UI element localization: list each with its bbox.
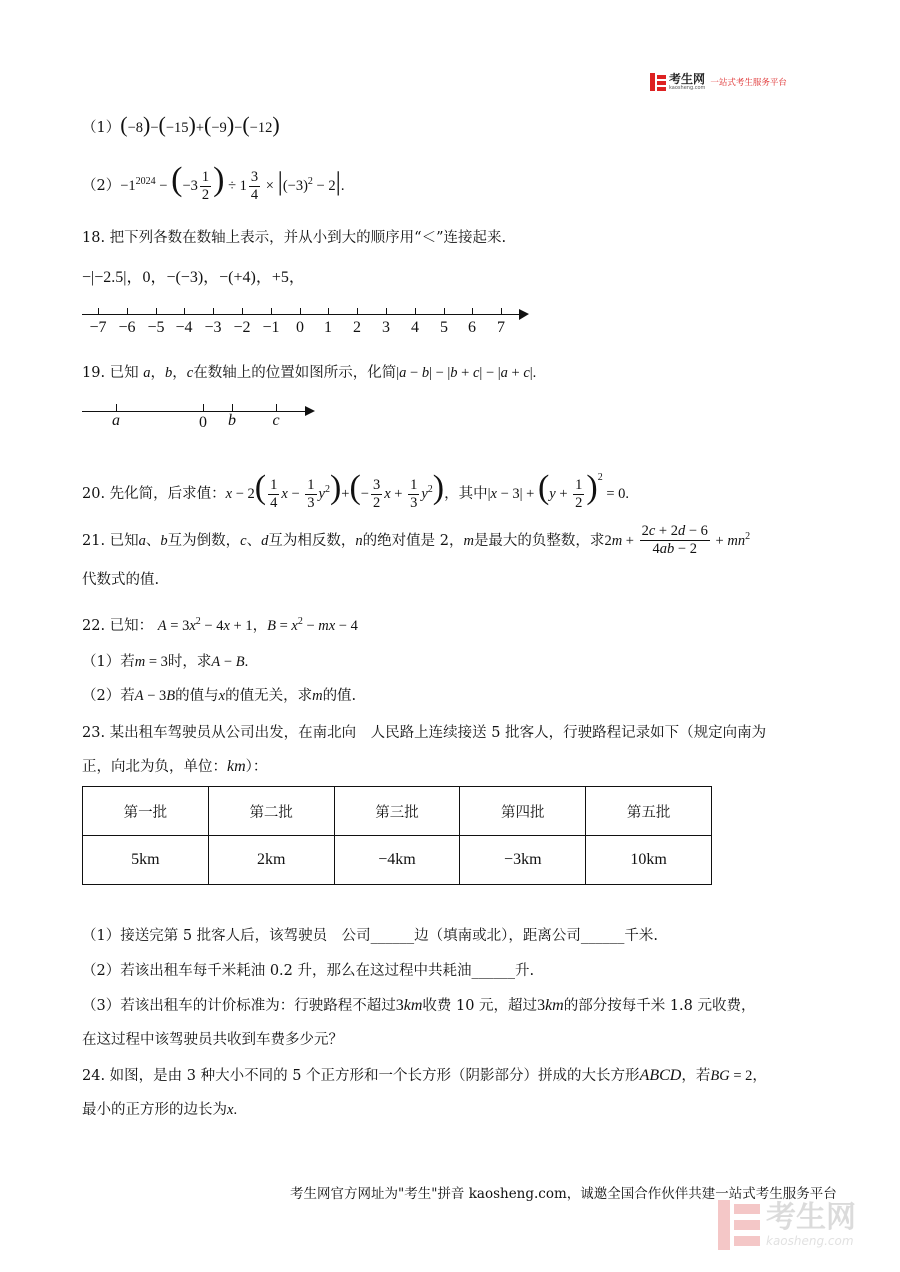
q23-stem-line2: 正，向北为负，单位：km）： [82,758,268,775]
number-line-tick [127,308,128,315]
q19-label-b: b [228,412,236,429]
number-line-tick-label: −5 [147,319,165,336]
number-line-tick-label: 0 [296,319,304,336]
q22-part2: （2）若A − 3B的值与x的值无关，求m的值. [82,688,357,704]
number-line-tick-label: 6 [468,319,476,336]
q24-stem-line2: 最小的正方形的边长为x. [82,1102,238,1118]
logo-slogan: 一站式考生服务平台 [710,78,787,88]
table-row [83,836,712,885]
q21-tail: 代数式的值. [82,572,160,588]
header-logo [650,73,787,91]
table-cell: −4km [334,836,460,885]
number-line-tick [444,308,445,315]
q19-label-a: a [112,412,120,429]
number-line-tick-label: −2 [233,319,251,336]
table-cell: 2km [208,836,334,885]
table-header-cell: 第四批 [460,787,586,836]
logo-en: kaosheng.com [669,85,706,91]
q24-stem-line1: 24. 如图，是由 3 种大小不同的 5 个正方形和一个长方形（阴影部分）拼成的大长方形ABCD，若BG = 2， [82,1067,767,1084]
number-line-tick [271,308,272,315]
number-line-tick [357,308,358,315]
table-header-cell: 第三批 [334,787,460,836]
q19-stem: 19. 已知 a，b，c在数轴上的位置如图所示，化简|a − b| − |b + c| − |a + c|. [82,365,537,381]
number-line-tick [242,308,243,315]
q19-axis-arrow-icon [305,406,315,416]
number-line-tick [98,308,99,315]
number-line-tick [415,308,416,315]
number-line-tick-label: 7 [497,319,505,336]
number-line-tick-label: 4 [411,319,419,336]
watermark-en: kaosheng.com [766,1234,854,1248]
q23-stem-line1: 23. 某出租车驾驶员从公司出发，在南北向 人民路上连续接送 5 批客人，行驶路程记录如下（规定向南为 [82,725,767,741]
number-line-tick [184,308,185,315]
watermark-cn: 考生网 [766,1200,856,1235]
number-line-tick [386,308,387,315]
number-line-tick-label: 5 [440,319,448,336]
number-line-tick [501,308,502,315]
table-cell: 10km [586,836,712,885]
q17-part1: （1）(−8)−(−15)+(−9)−(−12) [82,112,280,137]
number-line-tick [328,308,329,315]
q19-tick-a [116,404,117,411]
number-line-tick-label: −6 [118,319,136,336]
q17-part2: $(2)-1^{2024} - (-3$ $\frac{1}{2}$ ) ÷ 1 $\frac{3}{4}$ × $|(-3)^2 - 2|$. [82,161,345,203]
q23-trip-table [82,786,712,885]
table-header-row [83,787,712,836]
table-header-cell: 第一批 [83,787,209,836]
number-line-tick [300,308,301,315]
number-line-tick-label: −3 [204,319,222,336]
table-header-cell: 第五批 [586,787,712,836]
logo-cn: 考生网 [669,72,706,86]
q21-stem: 21. 已知a、b互为倒数，c、d互为相反数，n的绝对值是 2，m是最大的负整数，求2m + $\frac{2c + 2d - 6}{4ab - 2}$ + $mn^2$ [82,523,751,558]
number-line-tick-label: 2 [353,319,361,336]
number-line-tick-label: −1 [262,319,280,336]
number-line-tick [213,308,214,315]
kaosheng-watermark-icon [718,1200,760,1250]
q19-label-c: c [272,412,280,429]
q23-part3: （3）若该出租车的计价标准为：行驶路程不超过3km收费 10 元，超过3km的部分按每千米 1.8 元收费， [82,997,756,1014]
q19-label-0: 0 [199,414,207,431]
q22-stem: 22. 已知： $A = 3x^2 - 4x + 1$，$B = x^2$ − mx − 4 [82,616,358,634]
q19-tick-b [232,404,233,411]
number-line-axis [82,314,522,315]
number-line-tick [472,308,473,315]
q19-tick-0 [203,404,204,411]
q18-numbers: −|−2.5|，0，−(−3)，−(+4)，+5， [82,269,305,286]
footer-text: 考生网官方网址为"考生"拼音 kaosheng.com，诚邀全国合作伙伴共建一站式考生服务平台 [290,1186,837,1202]
q23-part1: （1）接送完第 5 批客人后，该驾驶员 公司______边（填南或北），距离公司______千米. [82,928,659,944]
q20-stem: 20. 先化简，后求值：x − 2( $\frac{1}{4}$ x − $\frac{1}{3}$ $y^2)+(-$ $\frac{3}{2}$ x + $\frac{1}{3}$ $y^2$)，其中|x − 3| + (y + $\frac{1}{2}$ )$^2$ = 0. [82,469,630,511]
table-header-cell: 第二批 [208,787,334,836]
number-line-tick-label: 3 [382,319,390,336]
number-line-tick-label: −7 [89,319,107,336]
watermark [718,1200,856,1250]
number-line-arrow-icon [519,309,529,320]
number-line-tick-label: −4 [175,319,193,336]
q18-stem: 18. 把下列各数在数轴上表示，并从小到大的顺序用“＜”连接起来. [82,230,507,246]
number-line-tick-label: 1 [324,319,332,336]
q23-part2: （2）若该出租车每千米耗油 0.2 升，那么在这过程中共耗油______升. [82,963,535,979]
q19-tick-c [276,404,277,411]
table-cell: 5km [83,836,209,885]
kaosheng-logo-icon [650,73,666,91]
q23-part3-cont: 在这过程中该驾驶员共收到车费多少元？ [82,1032,343,1048]
q22-part1: （1）若m = 3时，求A − B. [82,654,249,670]
number-line-tick [156,308,157,315]
table-cell: −3km [460,836,586,885]
